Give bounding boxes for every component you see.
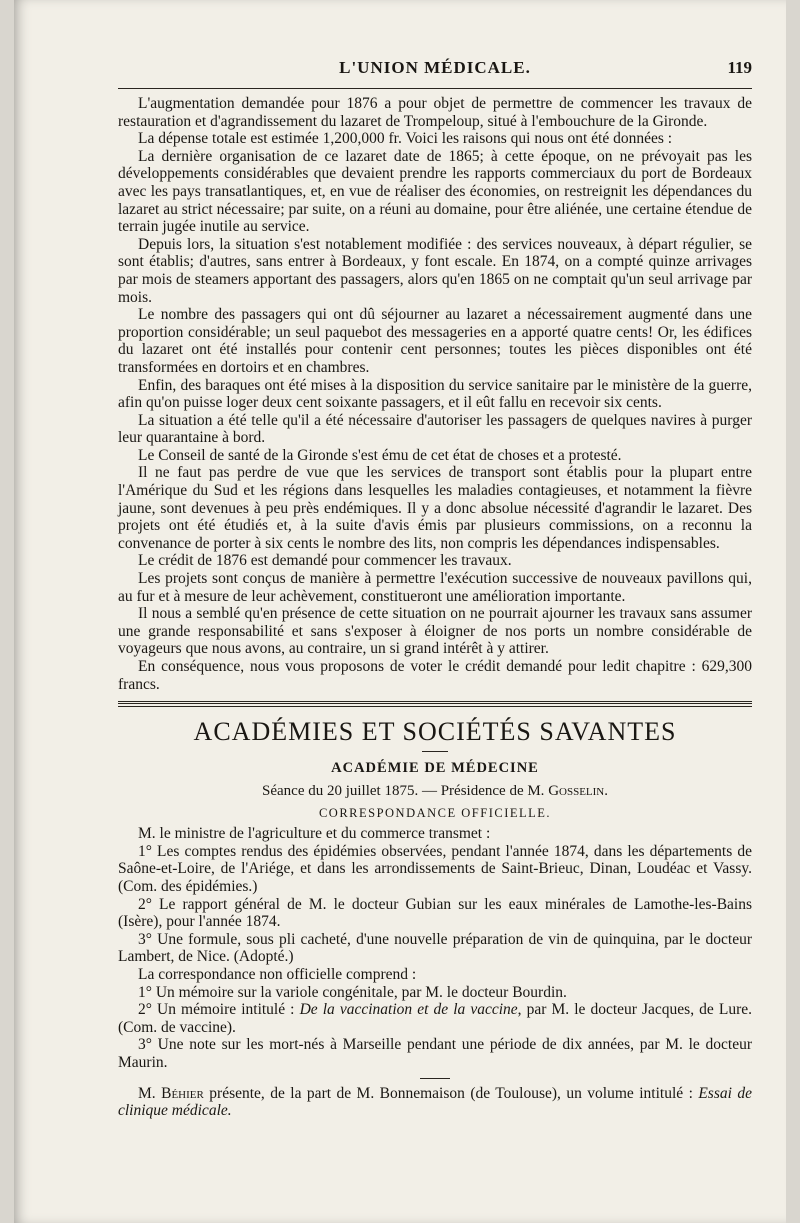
header-rule <box>118 88 752 89</box>
paragraph: La dernière organisation de ce lazaret date de 1865; à cette époque, on ne prévoyait pas les développements considérables que devaient prendre les rapports commerciaux du port de Bordeaux avec les pays transatlantiques, et, en vue de réaliser des économies, on restreignit les dépendances du lazaret au strict nécessaire; par suite, on a réuni au domaine, pour être aliénée, une certaine étendue de terrain jugée inutile au service. <box>118 147 752 236</box>
paragraph <box>118 1001 752 1036</box>
correspondance-heading: CORRESPONDANCE OFFICIELLE. <box>318 806 552 821</box>
page-content <box>118 58 752 1120</box>
paragraph: Le Conseil de santé de la Gironde s'est ému de cet état de choses et a protesté. <box>138 446 622 464</box>
paragraph: Enfin, des baraques ont été mises à la disposition du service sanitaire par le ministère de la guerre, afin qu'on puisse loger deux cent soixante passagers, et il eût fallu en recevoir six cents. <box>118 376 752 412</box>
paragraph: La situation a été telle qu'il a été nécessaire d'autoriser les passagers de quelques navires à purger leur quarantaine à bord. <box>118 411 752 447</box>
paragraph: Les projets sont conçus de manière à permettre l'exécution successive de nouveaux pavillons qui, au fur et à mesure de leur achèvement, constitueront une amélioration importante. <box>118 570 752 605</box>
paragraph: 3° Une note sur les mort-nés à Marseille pendant une période de dix années, par M. le docteur Maurin. <box>118 1036 752 1071</box>
section-divider <box>118 701 752 704</box>
page <box>14 0 786 1223</box>
paragraph: Il nous a semblé qu'en présence de cette situation on ne pourrait ajourner les travaux sans assumer une grande responsabilité et sans s'exposer à éloigner de nos ports un nombre considérable de voyageurs que nous avons, au contraire, un si grand intérêt à y attirer. <box>118 605 752 658</box>
seance-suffix: . <box>604 783 608 800</box>
paragraph: L'augmentation demandée pour 1876 a pour objet de permettre de commencer les travaux de restauration et d'agrandissement du lazaret de Trompeloup, situé à l'embouchure de la Gironde. <box>118 95 752 130</box>
president-name: Gosselin <box>548 783 605 800</box>
seance-prefix: Séance du 20 juillet 1875. — Présidence de M. <box>262 783 549 800</box>
paragraph: Le crédit de 1876 est demandé pour commencer les travaux. <box>138 552 512 570</box>
paragraph: 3° Une formule, sous pli cacheté, d'une nouvelle préparation de vin de quinquina, par le docteur Lambert, de Nice. (Adopté.) <box>118 930 752 966</box>
page-number: 119 <box>727 58 752 77</box>
paragraph: La dépense totale est estimée 1,200,000 fr. Voici les raisons qui nous ont été données : <box>138 130 673 148</box>
section-divider-thin <box>118 706 752 707</box>
presenter-name: Béhier <box>161 1084 204 1102</box>
paragraph: Il ne faut pas perdre de vue que les services de transport sont établis pour la plupart entre l'Amérique du Sud et les régions dans lesquelles les maladies contagieuses, et notamment la fièvre jaune, sont devenues à peu près endémiques. Il y a donc absolue nécessité d'agrandir le lazaret. Des projets ont été étudiés et, à la suite d'avis émis par plusieurs commissions, on a reconnu la convenance de porter à six cents le nombre des lits, non compris les dépendances indispensables. <box>118 464 752 552</box>
running-header <box>118 58 752 88</box>
short-rule <box>422 751 448 752</box>
item-suffix: , par M. le docteur Jacques, de Lure. (Com. de vaccine). <box>118 1001 752 1036</box>
final-text: présente, de la part de M. Bonnemaison (de Toulouse), un volume intitulé : <box>203 1084 699 1102</box>
subsection-title: ACADÉMIE DE MÉDECINE <box>331 760 539 777</box>
section-title: ACADÉMIES ET SOCIÉTÉS SAVANTES <box>193 717 677 747</box>
seance-line <box>118 783 752 800</box>
book-title: Essai de clinique médicale. <box>118 1084 752 1120</box>
paragraph: M. le ministre de l'agriculture et du commerce transmet : <box>138 825 491 843</box>
paragraph: 1° Un mémoire sur la variole congénitale, par M. le docteur Bourdin. <box>138 983 567 1001</box>
paragraph: La correspondance non officielle comprend : <box>138 965 417 983</box>
journal-title: L'UNION MÉDICALE. <box>339 58 531 77</box>
paragraph: 2° Le rapport général de M. le docteur Gubian sur les eaux minérales de Lamothe-les-Bains (Isère), pour l'année 1874. <box>118 895 752 931</box>
item-prefix: 2° Un mémoire intitulé : <box>138 1001 300 1019</box>
paragraph: Le nombre des passagers qui ont dû séjourner au lazaret a nécessairement augmenté dans une proportion considérable; un seul paquebot des messageries en a apporté quatre cents! Or, les édifices du lazaret ont été installés pour contenir cent personnes; toutes les pièces disponibles ont été transformées en dortoirs et en chambres. <box>118 306 752 376</box>
memoir-title: De la vaccination et de la vaccine <box>299 1001 518 1019</box>
paragraph: M. Béhier présente, de la part de M. Bonnemaison (de Toulouse), un volume intitulé : Essai de clinique médicale. <box>118 1084 752 1120</box>
mini-rule <box>420 1078 450 1079</box>
paragraph: En conséquence, nous vous proposons de voter le crédit demandé pour ledit chapitre : 629,300 francs. <box>118 658 752 693</box>
paragraph: 1° Les comptes rendus des épidémies observées, pendant l'année 1874, dans les départements de Saône-et-Loire, de l'Ariége, et dans les arrondissements de Saint-Brieuc, Dinan, Loudéac et Vassy. (Com. des épidémies.) <box>118 842 752 895</box>
paragraph: Depuis lors, la situation s'est notablement modifiée : des services nouveaux, à départ régulier, se sont établis; d'autres, sans entrer à Bordeaux, y font escale. En 1874, on a compté quinze arrivages par mois de steamers apportant des passagers, alors qu'en 1865 on ne comptait qu'un seul arrivage par mois. <box>118 235 752 306</box>
